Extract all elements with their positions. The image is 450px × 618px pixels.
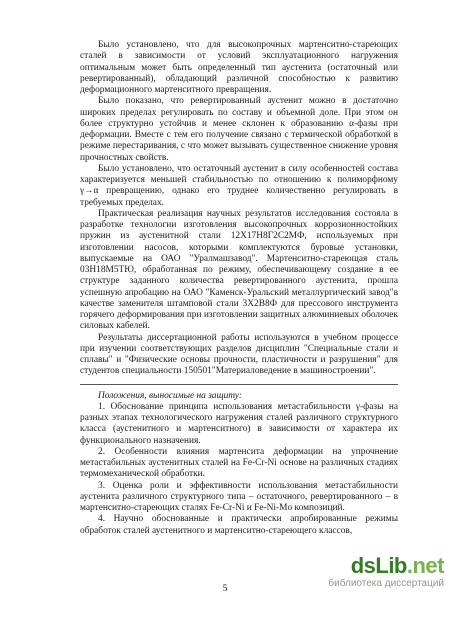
- paragraph: Практическая реализация научных результатов исследования состояла в разработке технологии изготовления высокопрочных коррозионностойких пружин из аустенитной стали 12Х17Н8Г2С2МФ, используемых при изготовлении насосов, которыми комплектуются буровые установки, выпускаемые на ОАО "Уралмашзавод". Мартенситно-стареющая сталь 03Н18М5ТЮ, обработанная по режиму, обеспечивающему создание в ее структуре заданного количества ревертированного аустенита, прошла успешную апробацию на ОАО "Каменск-Уральский металлургический завод"в качестве заменителя штамповой стали 3Х2В8Ф для прессового инструмента горячего деформирования при изготовлении защитных алюминиевых оболочек силовых кабелей.: [80, 208, 398, 332]
- divider: [80, 384, 398, 385]
- section-heading: Положения, выносимые на защиту:: [98, 390, 242, 401]
- paragraph: Было установлено, что для высокопрочных мартенситно-стареющих сталей в зависимости от условий эксплуатационного нагружения оптимальным может быть определенный тип аустенита (остаточный или ревертированный), обладающий различной способностью к развитию деформационного мартенситного превращения.: [80, 40, 398, 95]
- watermark: [284, 554, 444, 614]
- paragraph: Результаты диссертационной работы используются в учебном процессе при изучении соответствующих разделов дисциплин "Специальные стали и сплавы" и "Физические основы прочности, пластичности и разрушения" для студентов специальности 150501"Материаловедение в машиностроении".: [80, 332, 398, 377]
- watermark-logo-main: dsLib: [350, 553, 407, 578]
- watermark-subtitle: библиотека диссертаций: [328, 578, 444, 589]
- thesis-point: 3. Оценка роли и эффективности использования метастабильности аустенита различного структурного типа – остаточного, ревертированного – в мартенситно-стареющих сталях Fe-Cr-Ni и Fe-Ni-Mo композиций.: [80, 480, 398, 513]
- body-text: [80, 40, 398, 537]
- watermark-logo: [284, 554, 444, 578]
- thesis-point: 1. Обоснование принципа использования метастабильности γ-фазы на разных этапах технологического нагружения сталей различного структурного класса (аустенитного и мартенситного) в зависимости от характера их функционального назначения.: [80, 401, 398, 446]
- page-number: 5: [222, 584, 228, 594]
- paragraph: Было показано, что ревертированный аустенит можно в достаточно широких пределах регулировать по составу и объемной доле. При этом он более структурно устойчив и менее склонен к образованию α-фазы при деформации. Вместе с тем его получение связано с термической обработкой в режиме перестаривания, с что может вызывать существенное снижение уровня прочностных свойств.: [80, 96, 398, 163]
- watermark-logo-suffix: .net: [406, 553, 444, 578]
- thesis-point: 4. Научно обоснованные и практически апробированные режимы обработок сталей аустенитного и мартенситно-стареющего классов,: [80, 514, 398, 536]
- paragraph: Было установлено, что остаточный аустенит в силу особенностей состава характеризуется меньшей стабильностью по отношению к полиморфному γ→α превращению, однако его труднее количественно регулировать в требуемых пределах.: [80, 163, 398, 208]
- thesis-point: 2. Особенности влияния мартенсита деформации на упрочнение метастабильных аустенитных сталей на Fe-Cr-Ni основе на различных стадиях термомеханической обработки.: [80, 446, 398, 480]
